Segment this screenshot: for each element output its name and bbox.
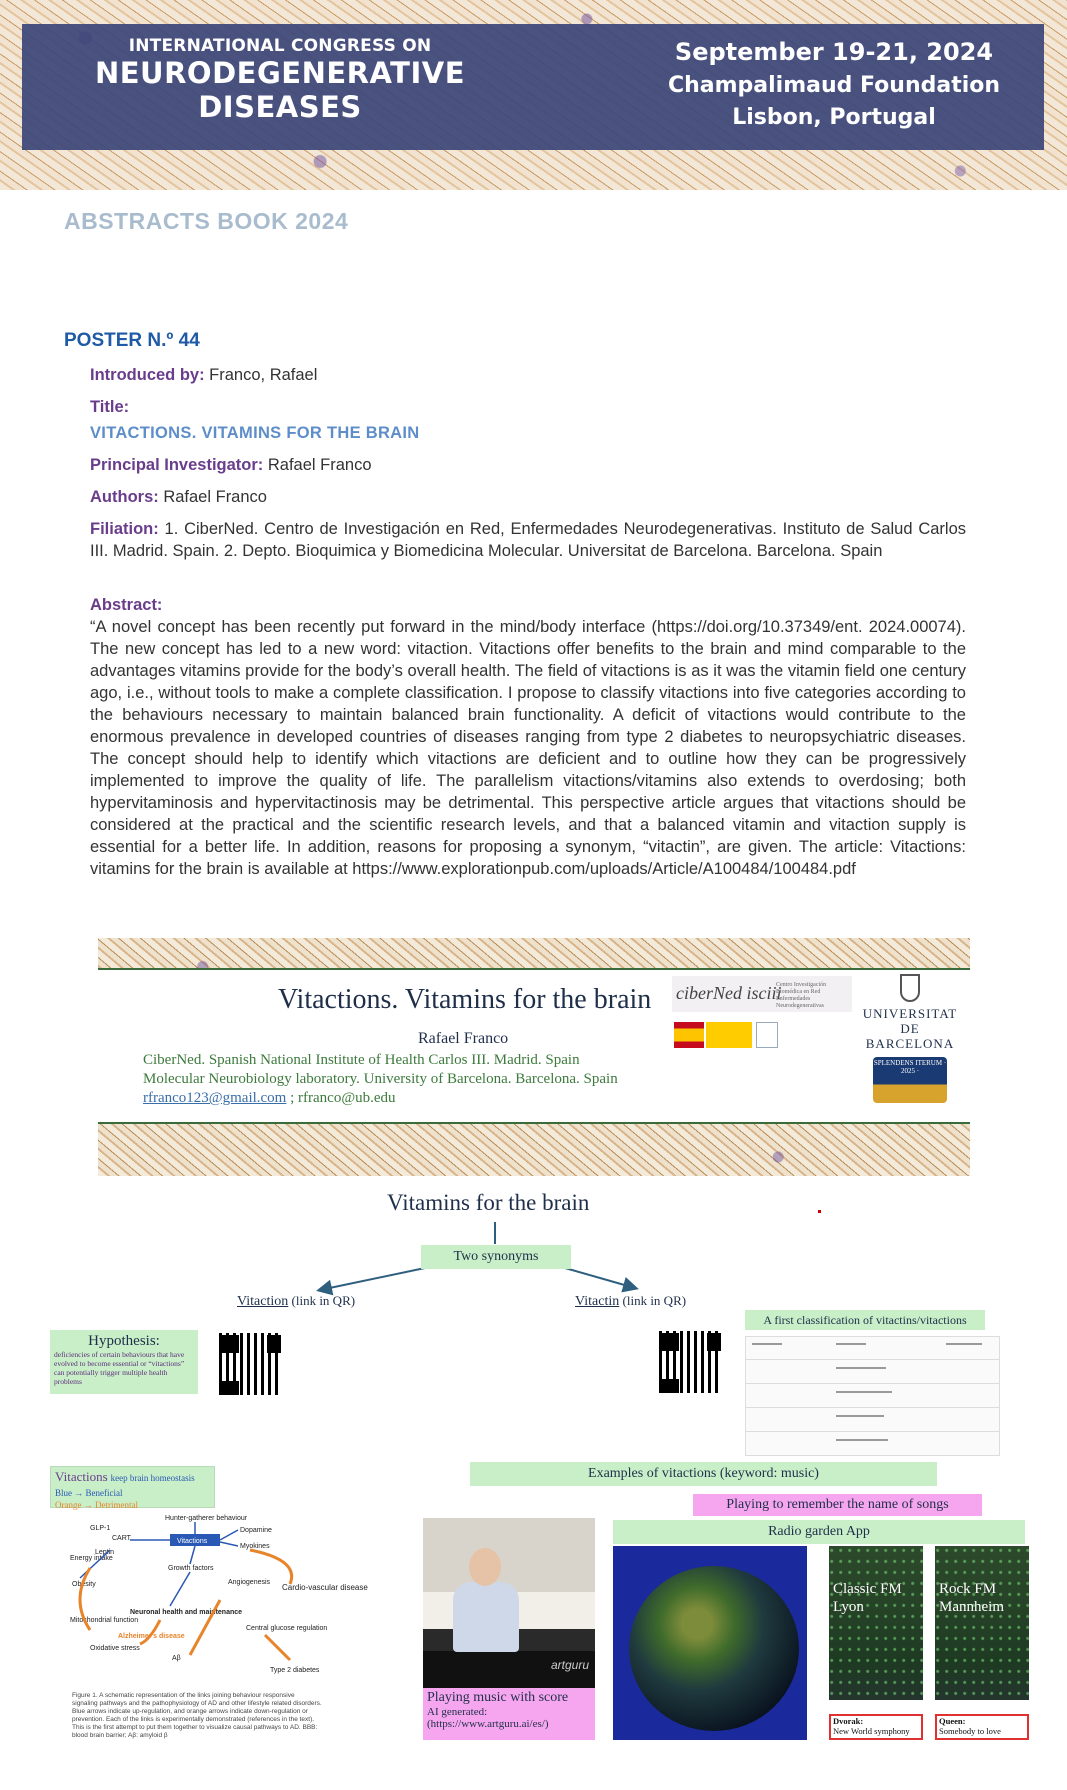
ub-name-2: BARCELONA	[865, 1036, 955, 1051]
congress-line1: INTERNATIONAL CONGRESS ON	[128, 36, 432, 56]
globe-icon	[629, 1566, 799, 1731]
vitaction-link-suffix: (link in QR)	[288, 1293, 356, 1308]
phone-lyon-station-name: Classic FM	[833, 1581, 902, 1597]
introduced-value: Franco, Rafael	[204, 366, 318, 384]
vitactions-legend-orange: Orange → Detrimental	[55, 1500, 138, 1510]
vitaction-link-text[interactable]: Vitaction	[237, 1294, 289, 1309]
node-abeta: Aβ	[172, 1655, 181, 1662]
vitactions-legend-title: Vitactions	[55, 1469, 108, 1484]
node-obesity: Obesity	[72, 1581, 96, 1588]
ciberned-logo-text: ciberNed isciii	[676, 983, 782, 1003]
abstract-body: “A novel concept has been recently put forward in the mind/body interface (https://doi.org/10.37349/ent. 2024.00074). The new concept has led to a new word: vitaction. Vitactions offer benefits to the brain and mind comparable to the advantages vitamins provide for the body’s overall health. The field of vitactions is as it was the vitamin field one century ago, i.e., without tools to make a complete classification. I propose to classify vitactions into five categories according to the behaviours necessary to maintain balanced brain functionality. A deficit of vitactions would contribute to the enormous prevalence in developed countries of diseases ranging from type 2 diabetes to neuropsychiatric diseases. The concept should help to identify which vitactions are deficient and to outline how they can be progressively implemented to improve the quality of life. The parallelism vitactions/vitamins also extends to overdosing; both hypervitaminosis and hypervitactinosis may be detrimental. This perspective article argues that vitactions should be considered at the practical and the scientific research levels, and that a balanced vitamin and vitaction supply is essential for a better life. In addition, reasons for proposing a synonym, “vitactin”, are given. The article: Vitactions: vitamins for the brain is available at https://www.explorationpub.com/uploads/Article/A100484/100484.pdf	[90, 618, 966, 878]
node-alz: Alzheimer's disease	[118, 1633, 185, 1640]
node-glucose: Central glucose regulation	[246, 1625, 328, 1632]
congress-line3: DISEASES	[198, 90, 362, 124]
node-angio: Angiogenesis	[228, 1579, 271, 1586]
photo-figure-head	[469, 1548, 501, 1586]
ciberned-logo-subtext: Centro Investigación Biomédica en Red Enfermedades Neurodegenerativas	[776, 982, 827, 1009]
pi-value: Rafael Franco	[263, 456, 372, 474]
introduced-label: Introduced by:	[90, 366, 205, 384]
photo-figure-body	[453, 1582, 519, 1652]
congress-venue: Champalimaud Foundation	[667, 73, 1001, 98]
node-glp1: GLP-1	[90, 1525, 111, 1532]
phone-lyon-composer: Dvorak:	[833, 1716, 864, 1726]
vitaction-link[interactable]	[237, 1293, 355, 1310]
vitactin-link-suffix: (link in QR)	[619, 1293, 687, 1308]
photo-caption-title: Playing music with score	[427, 1690, 569, 1705]
pathway-schematic	[50, 1510, 368, 1690]
phone-mannheim-song-box	[935, 1714, 1029, 1740]
radio-garden-box: Radio garden App	[613, 1520, 1025, 1544]
vitaction-qr-code[interactable]	[216, 1330, 284, 1398]
phone-mannheim-station	[939, 1580, 1004, 1616]
authors-label: Authors:	[90, 488, 159, 506]
phone-mannheim-artist: Queen:	[939, 1716, 966, 1726]
pi-label: Principal Investigator:	[90, 456, 264, 474]
node-oxid: Oxidative stress	[90, 1645, 140, 1652]
congress-city: Lisbon, Portugal	[732, 105, 936, 130]
phone-mannheim-city: Mannheim	[939, 1599, 1004, 1615]
phone-lyon-city: Lyon	[833, 1599, 864, 1615]
diagram-title: Vitamins for the brain	[387, 1190, 590, 1215]
node-growth: Growth factors	[168, 1565, 214, 1572]
node-t2d: Type 2 diabetes	[270, 1667, 320, 1674]
classification-table-thumbnail	[745, 1336, 1000, 1456]
phone-lyon-song	[833, 1716, 910, 1736]
hypothesis-title: Hypothesis:	[88, 1333, 160, 1349]
node-cart: CART	[112, 1535, 131, 1542]
photo-watermark: artguru	[550, 1658, 589, 1672]
photo-caption-box	[423, 1688, 595, 1740]
figure-caption: Figure 1. A schematic representation of the links joining behaviour responsive signaling pathways and the pathophysiology of AD and other lifestyle related disorders. Blue arrows indicate up-regulation, and orange arrows indicate down-regulation or prevention. Each of the links is experimentally demonstrated (references in the text). This is the first attempt to put them together to visualize causal pathways to AD. BBB: blood brain barrier; Aβ: amyloid β	[72, 1692, 322, 1739]
filiation-label: Filiation:	[90, 520, 159, 538]
phone-screenshot-lyon	[829, 1546, 923, 1740]
phone-lyon-song-box	[829, 1714, 923, 1740]
authors-value: Rafael Franco	[158, 488, 267, 506]
poster-affiliation-2: Molecular Neurobiology laboratory. University of Barcelona. Barcelona. Spain	[143, 1071, 618, 1087]
ub-name-1: UNIVERSITAT DE	[862, 1006, 958, 1036]
playing-songs-box: Playing to remember the name of songs	[693, 1494, 982, 1516]
phone-lyon-station	[833, 1580, 902, 1616]
photo-caption-url: (https://www.artguru.ai/es/)	[427, 1718, 549, 1730]
filiation-value: 1. CiberNed. Centro de Investigación en Red, Enfermedades Neurodegenerativas. Instituto de Salud Carlos III. Madrid. Spain. 2. Depto. Bioquimica y Biomedicina Molecular. Universitat de Barcelona. Barcelona. Spain	[90, 520, 966, 560]
phone-mannheim-song	[939, 1716, 1001, 1736]
email-link[interactable]: rfranco123@gmail.com	[143, 1090, 287, 1106]
congress-date: September 19-21, 2024	[674, 38, 994, 66]
node-neuronal: Neuronal health and maintenance	[130, 1609, 243, 1616]
examples-box: Examples of vitactions (keyword: music)	[470, 1462, 937, 1486]
vitactin-link-text[interactable]: Vitactin	[575, 1294, 620, 1309]
node-leptin: Leptin	[95, 1549, 115, 1556]
first-classification-box: A first classification of vitactins/vitactions	[745, 1310, 985, 1330]
hypothesis-box	[50, 1330, 198, 1394]
node-cardio: Cardio-vascular disease	[282, 1583, 368, 1592]
radio-garden-globe	[613, 1546, 807, 1740]
title-label: Title:	[90, 398, 130, 416]
node-dopamine: Dopamine	[240, 1527, 272, 1534]
poster-title: Vitactions. Vitamins for the brain	[278, 984, 652, 1015]
vitactin-link[interactable]	[575, 1293, 686, 1310]
vitactions-legend-box	[50, 1466, 215, 1508]
hypothesis-text: deficiencies of certain behaviours that have evolved to become essential or “vitactions” can potentially trigger multiple health problems	[54, 1350, 185, 1386]
abstract-label: Abstract:	[90, 596, 163, 614]
congress-line2: NEURODEGENERATIVE	[94, 56, 466, 90]
abstracts-book-title: ABSTRACTS BOOK 2024	[64, 208, 349, 234]
node-energy: Energy intake	[70, 1555, 113, 1562]
phone-lyon-work: New World symphony	[833, 1726, 910, 1736]
node-hunter: Hunter-gatherer behaviour	[165, 1515, 248, 1522]
photo-caption-ai: AI generated:	[427, 1706, 488, 1718]
piano-player-photo	[423, 1518, 595, 1703]
phone-mannheim-work: Somebody to love	[939, 1726, 1001, 1736]
node-mito: Mitochondrial function	[70, 1617, 139, 1624]
node-myokines: Myokines	[240, 1543, 270, 1550]
poster-affiliation-1: CiberNed. Spanish National Institute of Health Carlos III. Madrid. Spain	[143, 1052, 580, 1068]
abstract-title: VITACTIONS. VITAMINS FOR THE BRAIN	[90, 424, 420, 442]
ub-anniversary-badge: SPLENDENS ITERUM · 2025 ·	[873, 1057, 947, 1103]
poster-number: POSTER N.º 44	[64, 330, 200, 351]
phone-screenshot-mannheim	[935, 1546, 1029, 1740]
node-vitactions: Vitactions	[177, 1538, 208, 1545]
email-secondary: ; rfranco@ub.edu	[286, 1090, 396, 1106]
vitactions-legend-blue: keep brain homeostasis Blue → Beneficial	[55, 1473, 195, 1498]
arrow-to-vitactin	[565, 1268, 635, 1288]
arrow-to-vitaction	[320, 1268, 425, 1290]
vitactin-qr-code[interactable]	[656, 1328, 724, 1396]
phone-mannheim-station-name: Rock FM	[939, 1581, 997, 1597]
two-synonyms-box: Two synonyms	[421, 1245, 571, 1269]
poster-author: Rafael Franco	[418, 1030, 509, 1047]
